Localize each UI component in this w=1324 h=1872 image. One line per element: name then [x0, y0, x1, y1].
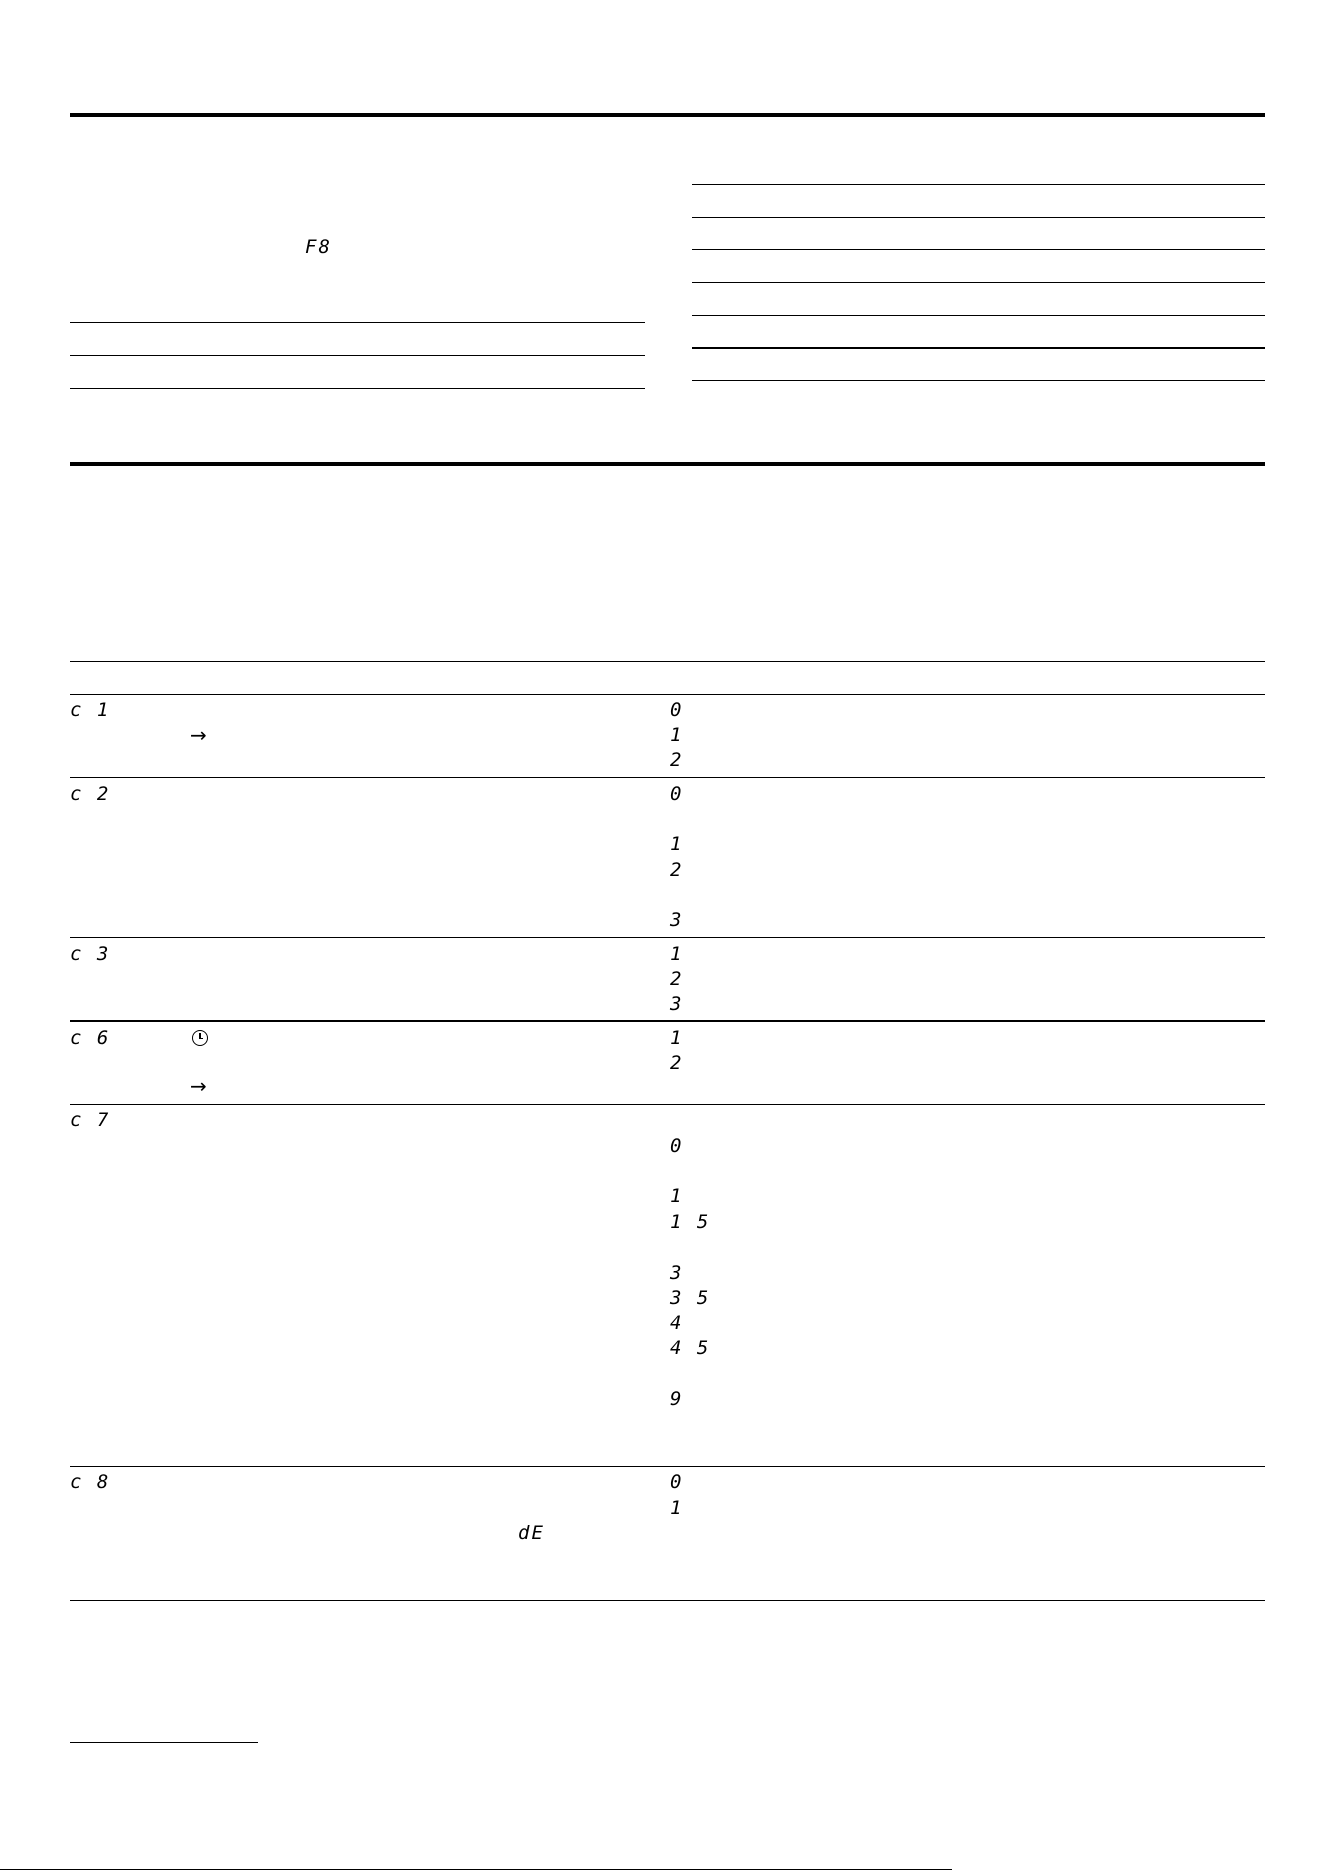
setting-value: 2 [670, 749, 684, 771]
right-table-rule-5 [692, 315, 1265, 316]
setting-value: 0 [670, 1135, 684, 1157]
setting-value: 0 [670, 699, 684, 721]
setting-value: 3 [670, 993, 684, 1015]
setting-value: 4 [670, 1312, 684, 1334]
settings-table-rule-header [70, 694, 1265, 695]
setting-value: 9 [670, 1388, 684, 1410]
left-table-rule-3 [70, 388, 645, 389]
inline-display-code: dE [518, 1522, 545, 1544]
settings-row-rule [70, 1466, 1265, 1467]
clock-icon [192, 1030, 208, 1046]
setting-value: 0 [670, 1471, 684, 1493]
settings-row-rule [70, 937, 1265, 938]
setting-value: 1 [670, 1027, 684, 1049]
setting-value: 1 [670, 1497, 684, 1519]
setting-code-c2: c 2 [70, 783, 111, 805]
settings-row-rule [70, 777, 1265, 778]
error-code-display: F8 [305, 236, 332, 258]
right-table-rule-3 [692, 249, 1265, 250]
setting-value: 4 5 [670, 1337, 711, 1359]
setting-code-c1: c 1 [70, 699, 111, 721]
setting-code-c6: c 6 [70, 1027, 111, 1049]
setting-value: 1 [670, 724, 684, 746]
setting-code-c3: c 3 [70, 943, 111, 965]
setting-value: 1 5 [670, 1211, 711, 1233]
settings-row-rule [70, 1104, 1265, 1105]
left-table-rule-1 [70, 322, 645, 323]
footnote-rule [70, 1742, 258, 1743]
setting-value: 2 [670, 968, 684, 990]
setting-value: 3 5 [670, 1287, 711, 1309]
section-rule [70, 462, 1265, 466]
settings-table-rule-bottom [70, 1600, 1265, 1601]
settings-row-rule [70, 1020, 1265, 1022]
right-table-rule-6 [692, 347, 1265, 349]
setting-value: 2 [670, 859, 684, 881]
setting-value: 1 [670, 943, 684, 965]
setting-value: 3 [670, 909, 684, 931]
setting-code-c8: c 8 [70, 1471, 111, 1493]
right-table-rule-1 [692, 184, 1265, 185]
right-table-rule-2 [692, 217, 1265, 218]
arrow-icon: → [190, 1074, 207, 1098]
setting-code-c7: c 7 [70, 1109, 111, 1131]
arrow-icon: → [190, 723, 207, 747]
page-bottom-rule [0, 1869, 952, 1870]
setting-value: 1 [670, 1185, 684, 1207]
setting-value: 1 [670, 833, 684, 855]
right-table-rule-4 [692, 282, 1265, 283]
top-section-rule [70, 113, 1265, 117]
settings-table-rule-top [70, 661, 1265, 662]
right-table-rule-7 [692, 380, 1265, 381]
left-table-rule-2 [70, 355, 645, 356]
setting-value: 0 [670, 783, 684, 805]
setting-value: 3 [670, 1262, 684, 1284]
setting-value: 2 [670, 1052, 684, 1074]
